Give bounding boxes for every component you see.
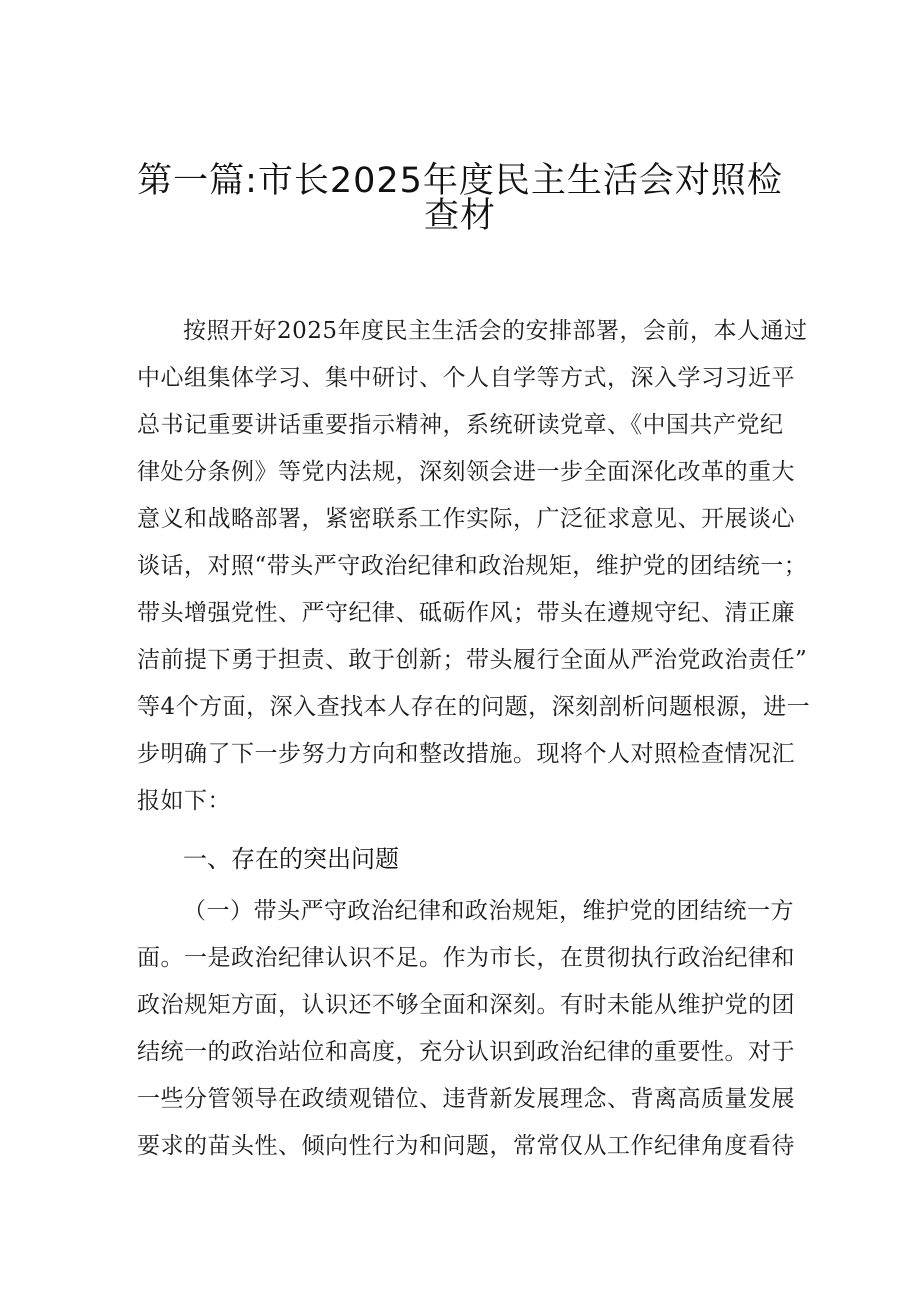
intro-line: 中心组集体学习、集中研讨、个人自学等方式，深入学习习近平 bbox=[137, 365, 795, 391]
section-line: 一些分管领导在政绩观错位、违背新发展理念、背离高质量发展 bbox=[137, 1086, 795, 1112]
intro-line: 意义和战略部署，紧密联系工作实际，广泛征求意见、开展谈心 bbox=[137, 506, 795, 532]
intro-line: 总书记重要讲话重要指示精神，系统研读党章、《中国共产党纪 bbox=[137, 412, 784, 438]
section-line: （一）带头严守政治纪律和政治规矩，维护党的团结统一方 bbox=[183, 898, 794, 924]
document-title-line-1: 第一篇:市长2025年度民主生活会对照检 bbox=[137, 161, 783, 201]
section-line: 政治规矩方面，认识还不够全面和深刻。有时未能从维护党的团 bbox=[137, 992, 795, 1018]
intro-line: 带头增强党性、严守纪律、砥砺作风；带头在遵规守纪、清正廉 bbox=[137, 600, 795, 626]
intro-line: 按照开好2025年度民主生活会的安排部署，会前，本人通过 bbox=[183, 318, 808, 344]
section-line: 要求的苗头性、倾向性行为和问题，常常仅从工作纪律角度看待 bbox=[137, 1133, 795, 1159]
document-title-line-2: 查材 bbox=[423, 196, 496, 236]
intro-line: 报如下： bbox=[137, 788, 231, 814]
section-heading: 一、存在的突出问题 bbox=[183, 845, 399, 873]
section-line: 结统一的政治站位和高度，充分认识到政治纪律的重要性。对于 bbox=[137, 1039, 795, 1065]
intro-line: 谈话，对照“带头严守政治纪律和政治规矩，维护党的团结统一； bbox=[137, 553, 808, 579]
intro-line: 律处分条例》等党内法规，深刻领会进一步全面深化改革的重大 bbox=[137, 459, 795, 485]
intro-line: 步明确了下一步努力方向和整改措施。现将个人对照检查情况汇 bbox=[137, 741, 795, 767]
section-line: 面。一是政治纪律认识不足。作为市长，在贯彻执行政治纪律和 bbox=[137, 945, 795, 971]
intro-line: 等4个方面，深入查找本人存在的问题，深刻剖析问题根源，进一 bbox=[137, 694, 811, 720]
intro-line: 洁前提下勇于担责、敢于创新；带头履行全面从严治党政治责任” bbox=[137, 647, 808, 673]
